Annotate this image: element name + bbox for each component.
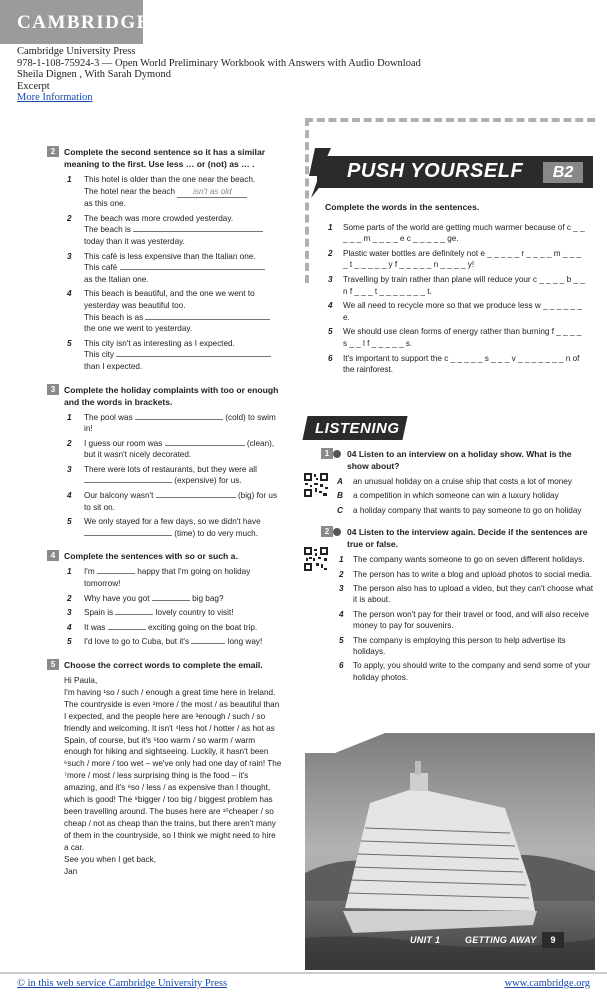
- email-name: Jan: [64, 866, 78, 876]
- item-end: happy that I'm going on holiday tomorrow!: [84, 567, 251, 589]
- option-text: an unusual holiday on a cruise ship that costs a lot of money: [353, 477, 572, 486]
- item-prompt: This city isn't as interesting as I expected.: [84, 338, 235, 348]
- item-end: as the Italian one.: [84, 274, 149, 284]
- item-stem: The beach is: [84, 225, 131, 235]
- list-item: [64, 412, 282, 435]
- audio-icon[interactable]: [333, 450, 341, 458]
- example-answer: isn't as old: [177, 186, 247, 199]
- exercise-instruction: Complete the words in the sentences.: [325, 202, 480, 212]
- option-b: [303, 490, 595, 501]
- item-stem: There were lots of restaurants, but they were all: [84, 464, 257, 474]
- item-number: 1: [339, 555, 344, 565]
- push-yourself-banner: [317, 156, 593, 188]
- item-stem: This city: [84, 350, 115, 360]
- item-number: 2: [328, 248, 333, 258]
- item-prompt: This beach is beautiful, and the one we went to yesterday was beautiful too.: [84, 289, 255, 310]
- list-item: [64, 251, 282, 286]
- item-end: (cold) to swim in!: [84, 412, 276, 434]
- item-number: 6: [339, 661, 344, 671]
- exercise-5-heading: [47, 659, 282, 671]
- list-item: [64, 516, 282, 539]
- footer-divider: [0, 972, 607, 974]
- listening-ex-2-items: [303, 554, 595, 683]
- item-stem: Why have you got: [84, 593, 150, 603]
- exercise-instruction: Complete the holiday complaints with too or enough and the words in brackets.: [64, 384, 279, 407]
- item-number: 5: [67, 338, 72, 348]
- email-greeting: Hi Paula,: [64, 676, 98, 685]
- listening-title: LISTENING: [315, 420, 400, 437]
- item-number: 2: [67, 213, 72, 223]
- list-item: [64, 174, 282, 210]
- item-rewrite: [84, 224, 282, 236]
- item-number: 4: [67, 491, 72, 501]
- item-number: 1: [67, 175, 72, 184]
- answer-blank[interactable]: [133, 231, 263, 232]
- option-a: [303, 476, 595, 487]
- exercise-number: 1: [321, 448, 333, 459]
- item-number: 5: [67, 517, 72, 527]
- option-letter: A: [337, 477, 343, 486]
- exercise-number: 3: [47, 384, 59, 395]
- cambridge-logo: CAMBRIDGE: [17, 12, 151, 33]
- exercise-instruction: Complete the second sentence so it has a similar meaning to the first. Use less … or (not) as … .: [64, 147, 266, 169]
- item-end: long way!: [227, 637, 263, 647]
- exercise-instruction: [337, 526, 595, 550]
- item-number: 3: [67, 464, 72, 474]
- answer-blank[interactable]: [84, 482, 172, 483]
- exercise-instruction: Choose the correct words to complete the email.: [64, 660, 263, 670]
- list-item: [303, 583, 595, 606]
- answer-blank[interactable]: [145, 319, 270, 320]
- item-number: 3: [67, 608, 72, 618]
- item-text: We all need to recycle more so that we produce less w _ _ _ _ _ _ e.: [343, 301, 582, 322]
- item-end: the one we went to yesterday.: [84, 324, 193, 334]
- item-number: 4: [67, 622, 72, 632]
- item-text: Travelling by train rather than plane will reduce your c _ _ _ _ b _ _ n f _ _ _ t _ _ _ _ _ _ _ t.: [343, 274, 585, 296]
- item-number: 5: [328, 327, 333, 337]
- dashed-border: [305, 118, 595, 122]
- item-text: It's important to support the c _ _ _ _ _ s _ _ _ v _ _ _ _ _ _ _ n of the rainforest.: [343, 353, 580, 375]
- list-item: [64, 636, 282, 648]
- book-metadata: [17, 46, 421, 104]
- exercise-2-heading: [47, 146, 282, 170]
- exercise-2-items: [64, 174, 282, 373]
- list-item: [64, 338, 282, 373]
- exercise-number: 4: [47, 550, 59, 561]
- item-text: We should use clean forms of energy rather than burning f _ _ _ _ s _ _ l f _ _ _ _ _ s.: [343, 327, 582, 348]
- item-number: 3: [67, 251, 72, 261]
- item-rewrite: [84, 349, 282, 361]
- email-text: [64, 675, 282, 877]
- list-item: [325, 274, 585, 297]
- option-text: a competition in which someone can win a luxury holiday: [353, 491, 559, 501]
- push-yourself-title: PUSH YOURSELF: [347, 160, 524, 182]
- exercise-4-items: [64, 566, 282, 648]
- item-stem: This beach is as: [84, 312, 144, 322]
- item-text: The person also has to upload a video, but they can't choose what it is about.: [353, 584, 594, 605]
- list-item: [303, 609, 595, 632]
- list-item: [64, 464, 282, 487]
- isbn-title-line: 978-1-108-75924-3 — Open World Preliminary Workbook with Answers with Audio Download: [17, 57, 421, 69]
- item-rewrite: [84, 312, 282, 324]
- cambridge-logo-box: [0, 0, 151, 44]
- item-prompt: This hotel is older than the one near the beach.: [84, 175, 256, 184]
- exercise-instruction: Complete the sentences with so or such a.: [64, 551, 238, 562]
- level-badge: B2: [543, 162, 583, 183]
- item-stem: Spain is: [84, 608, 114, 618]
- exercise-number: 2: [321, 526, 333, 537]
- publisher-line: Cambridge University Press: [17, 46, 136, 57]
- track-number: 04: [347, 449, 357, 459]
- instruction-text: Listen to the interview again. Decide if the sentences are true or false.: [347, 527, 588, 550]
- item-end: (clean), but it wasn't nicely decorated.: [84, 438, 275, 460]
- email-signoff: See you when I get back,: [64, 854, 156, 864]
- item-number: 1: [328, 222, 333, 232]
- item-text: Some parts of the world are getting much warmer because of c _ _ _ _ _ m _ _ _ _ e c _ _ _ _ _ ge.: [343, 222, 585, 244]
- item-end: (time) to do very much.: [174, 528, 258, 538]
- item-number: 2: [67, 593, 72, 603]
- listening-ex-1-options: [303, 476, 595, 516]
- option-text: a holiday company that wants to pay someone to go on holiday: [353, 505, 582, 515]
- item-number: 1: [67, 567, 72, 577]
- excerpt-line: Excerpt: [17, 80, 50, 92]
- track-number: 04: [347, 527, 357, 538]
- list-item: [303, 554, 595, 565]
- item-stem: I'd love to go to Cuba, but it's: [84, 637, 190, 647]
- item-text: The company wants someone to go on seven different holidays.: [353, 555, 585, 565]
- list-item: [64, 288, 282, 334]
- list-item: [303, 569, 595, 580]
- cambridge-site-link[interactable]: www.cambridge.org: [504, 978, 590, 989]
- item-end: (big) for us to sit on.: [84, 491, 278, 512]
- exercise-4-heading: [47, 550, 282, 562]
- item-number: 2: [67, 438, 72, 448]
- item-number: 5: [67, 637, 72, 647]
- item-text: To apply, you should write to the company and send some of your holiday photos.: [353, 661, 591, 682]
- listening-section: [303, 448, 595, 686]
- item-text: The company is employing this person to help advertise its holidays.: [353, 635, 566, 657]
- answer-blank[interactable]: [115, 614, 153, 615]
- email-body: I'm having ¹so / such / enough a great time here in Ireland. The countryside is even ²more / the most / as beautiful than I expected, and the people here are ³enough / such / so friendly and welcoming. It isn't ⁴less hot / hotter / as hot as Spain, of course, but it's ⁵too warm / so warm / warm enough for hiking and sightseeing. Luckily, it hasn't been ⁶such / more / too wet – we've only had one day of rain! The ⁷more / most / less surprising thing is the food – it's amazing, and it's ⁸so / less / as expensive than I thought, which is good! The ⁹bigger / too big / biggest problem has been travelling around. The buses here are ¹⁰cheaper / so cheap / not as cheap than the trains, but there aren't many of them in the countryside, so I think we might need to hire a car.: [64, 687, 282, 852]
- option-c: [303, 505, 595, 516]
- list-item: [325, 248, 585, 271]
- item-end: than I expected.: [84, 361, 143, 371]
- dashed-border: [305, 118, 309, 283]
- item-end: as this one.: [84, 199, 126, 209]
- item-stem: The hotel near the beach: [84, 186, 176, 196]
- item-prompt: This café is less expensive than the Italian one.: [84, 251, 256, 261]
- answer-blank[interactable]: [135, 419, 223, 420]
- item-stem: The pool was: [84, 412, 133, 422]
- list-item: [325, 326, 585, 349]
- item-number: 1: [67, 412, 72, 422]
- answer-blank[interactable]: [97, 573, 135, 574]
- item-number: 4: [67, 289, 72, 299]
- item-end: big bag?: [192, 593, 224, 603]
- answer-blank[interactable]: [191, 643, 225, 644]
- list-item: [325, 300, 585, 323]
- list-item: [303, 660, 595, 683]
- item-text: The person has to write a blog and upload photos to social media.: [353, 569, 592, 579]
- authors-line: Sheila Dignen , With Sarah Dymond: [17, 69, 171, 81]
- item-stem: I'm: [84, 567, 95, 577]
- option-letter: C: [337, 505, 343, 515]
- unit-footer: [410, 930, 570, 950]
- item-end: lovely country to visit!: [155, 608, 234, 618]
- item-text: Plastic water bottles are definitely not e _ _ _ _ _ r _ _ _ _ m _ _ _ _ t _ _ _ _ _ y f _ _ _ _ _ n _ _ _ _ y!: [343, 248, 582, 270]
- item-rewrite: [84, 262, 282, 274]
- unit-label: UNIT 1: [410, 935, 441, 945]
- workbook-page: [0, 108, 607, 970]
- answer-blank[interactable]: [84, 535, 172, 536]
- exercise-3-items: [64, 412, 282, 540]
- list-item: [325, 353, 585, 376]
- item-number: 5: [339, 635, 344, 645]
- item-stem: It was: [84, 622, 106, 632]
- answer-blank[interactable]: [120, 269, 265, 270]
- listening-ex-1-heading: [303, 448, 595, 472]
- item-end: today than it was yesterday.: [84, 236, 185, 246]
- item-end: exciting going on the boat trip.: [147, 622, 258, 632]
- list-item: [325, 222, 585, 245]
- more-information-link[interactable]: More Information: [17, 92, 93, 104]
- unit-title: GETTING AWAY: [465, 935, 537, 945]
- item-stem: This café: [84, 263, 118, 273]
- item-stem: Our balcony wasn't: [84, 491, 154, 501]
- item-number: 3: [339, 584, 344, 594]
- list-item: [64, 622, 282, 634]
- list-item: [64, 593, 282, 605]
- answer-blank[interactable]: [165, 445, 245, 446]
- item-stem: We only stayed for a few days, so we didn't have: [84, 517, 261, 527]
- instruction-text: Listen to an interview on a holiday show. What is the show about?: [347, 449, 572, 471]
- page-number: 9: [542, 932, 564, 948]
- list-item: [64, 438, 282, 461]
- item-number: 4: [328, 301, 333, 311]
- item-prompt: The beach was more crowded yesterday.: [84, 213, 234, 223]
- list-item: [64, 607, 282, 619]
- answer-blank[interactable]: [156, 497, 236, 498]
- copyright-link[interactable]: © in this web service Cambridge University Press: [17, 978, 228, 989]
- push-yourself-section: [305, 118, 595, 393]
- list-item: [303, 635, 595, 658]
- publisher-header: [0, 0, 607, 44]
- item-text: The person won't pay for their travel or food, and will also receive money to pay for souvenirs.: [353, 609, 589, 631]
- answer-blank[interactable]: [116, 356, 271, 357]
- item-number: 2: [339, 569, 344, 579]
- item-stem: I guess our room was: [84, 438, 163, 448]
- exercise-instruction: [337, 448, 595, 472]
- list-item: [64, 490, 282, 513]
- push-yourself-body: [325, 202, 585, 379]
- list-item: [64, 566, 282, 589]
- answer-blank[interactable]: [152, 600, 190, 601]
- left-column: [47, 146, 282, 877]
- item-number: 4: [339, 609, 344, 619]
- item-number: 6: [328, 353, 333, 363]
- exercise-number: 2: [47, 146, 59, 157]
- item-end: (expensive) for us.: [174, 476, 242, 486]
- list-item: [64, 213, 282, 248]
- answer-blank[interactable]: [108, 629, 146, 630]
- item-number: 3: [328, 274, 333, 284]
- option-letter: B: [337, 491, 343, 501]
- listening-ex-2-heading: [303, 526, 595, 550]
- item-rewrite: [84, 186, 282, 199]
- exercise-3-heading: [47, 384, 282, 408]
- exercise-number: 5: [47, 659, 59, 670]
